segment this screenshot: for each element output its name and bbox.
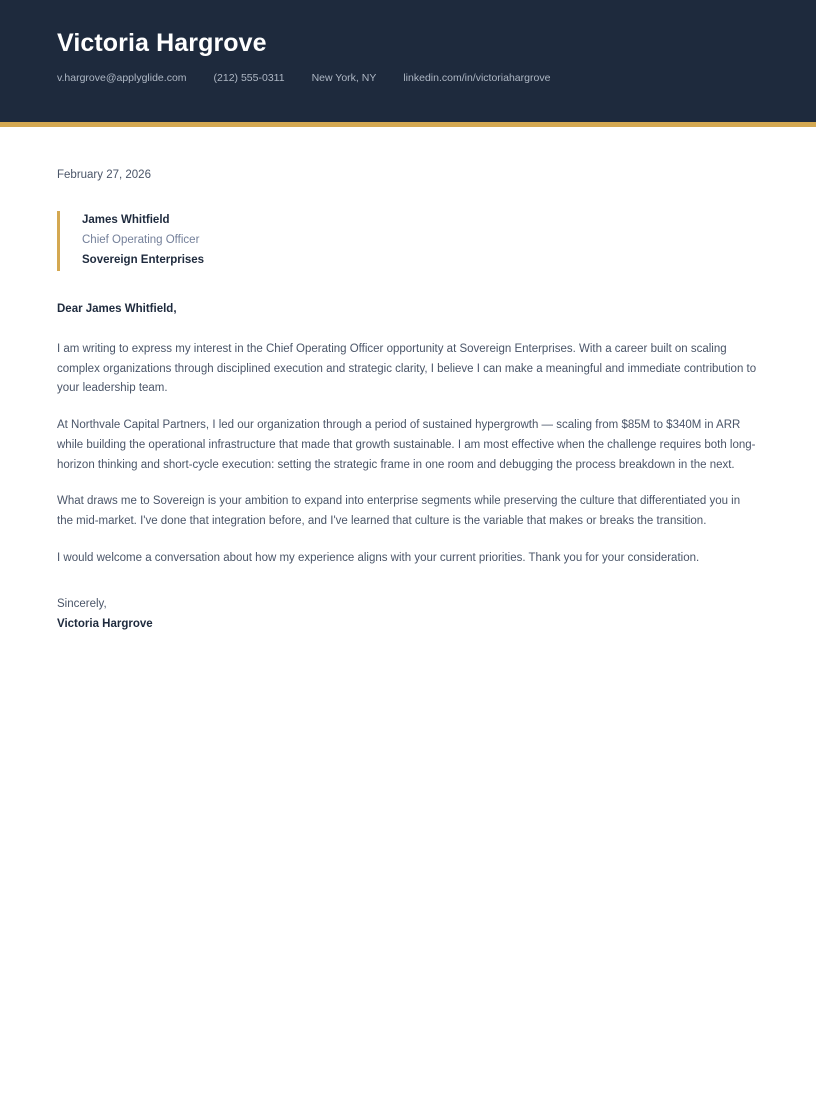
- recipient-company: Sovereign Enterprises: [82, 253, 205, 266]
- body-paragraph-4: I would welcome a conversation about how my experience aligns with your current priorities. Thank you for your consideration.: [57, 551, 700, 564]
- recipient-block: [57, 211, 759, 270]
- body-paragraph-3: What draws me to Sovereign is your ambition to expand into enterprise segments while preserving the culture that differentiated you in the mid-market. I've done that integration before, and I've learned that culture is the variable that makes or breaks the transition.: [57, 495, 741, 528]
- closing-block: [57, 595, 759, 634]
- closing-phrase: Sincerely,: [57, 597, 107, 610]
- contact-line: [57, 72, 759, 86]
- letter-body: [0, 127, 816, 633]
- contact-phone[interactable]: (212) 555-0311: [213, 71, 285, 84]
- contact-location: New York, NY: [311, 71, 377, 84]
- letter-date: February 27, 2026: [57, 169, 151, 181]
- signature-name: Victoria Hargrove: [57, 618, 153, 631]
- contact-email[interactable]: v.hargrove@applyglide.com: [57, 71, 187, 84]
- recipient-name: James Whitfield: [82, 214, 170, 227]
- body-paragraph-2: At Northvale Capital Partners, I led our organization through a period of sustained hypergrowth — scaling from $85M to $340M in ARR while building the operational infrastructure that made that growth sustainable. I am most effective when the challenge requires both long-horizon thinking and short-cycle execution: setting the strategic frame in one room and debugging the process breakdown in the next.: [57, 419, 756, 471]
- recipient-title: Chief Operating Officer: [82, 233, 200, 246]
- letterhead: [0, 0, 816, 122]
- body-paragraph-1: I am writing to express my interest in the Chief Operating Officer opportunity at Sovereign Enterprises. With a career built on scaling complex organizations through disciplined execution and strategic clarity, I believe I can make a meaningful and immediate contribution to your leadership team.: [57, 342, 757, 395]
- contact-linkedin[interactable]: linkedin.com/in/victoriahargrove: [403, 71, 551, 84]
- salutation: Dear James Whitfield,: [57, 302, 177, 315]
- applicant-name: Victoria Hargrove: [57, 29, 267, 57]
